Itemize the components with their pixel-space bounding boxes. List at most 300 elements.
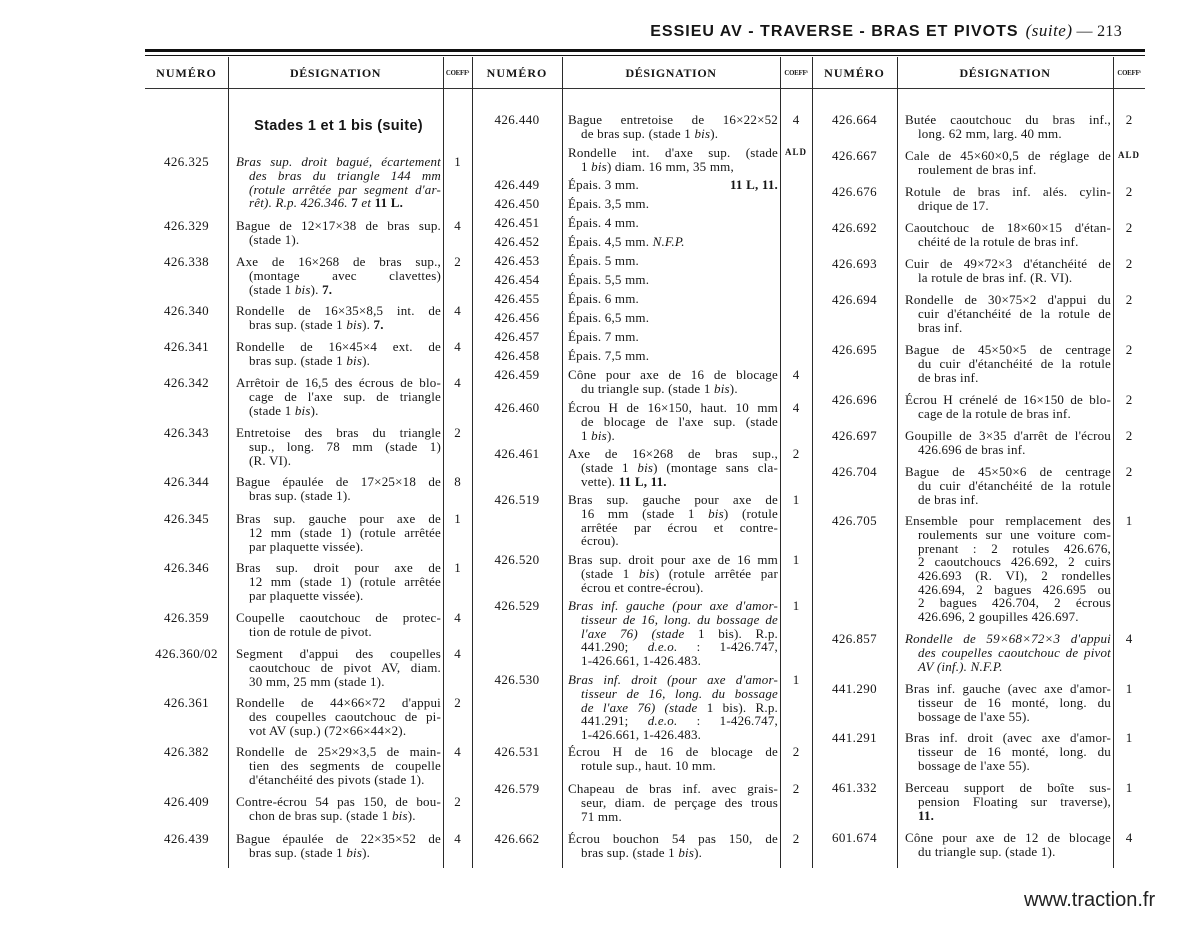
designation-text: bis bbox=[678, 844, 695, 860]
designation-text: d'étanchéité des pivots (stade 1). bbox=[249, 771, 425, 787]
designation-text: 11 L. bbox=[374, 195, 404, 211]
designation-line bbox=[905, 759, 1111, 773]
header-coeff: COEFFᵗ bbox=[445, 70, 470, 77]
designation-text: des bras du triangle 144 mm bbox=[249, 167, 441, 183]
part-number: 426.382 bbox=[163, 744, 210, 760]
designation-line bbox=[905, 429, 1111, 443]
part-number: 426.345 bbox=[163, 511, 210, 527]
coefficient: 4 bbox=[454, 375, 461, 391]
designation-text: Bras inf. droit (avec axe d'amor- bbox=[905, 730, 1111, 746]
designation-text: chéité de la rotule de bras inf. bbox=[918, 233, 1079, 249]
designation-text: Bras inf. gauche (avec axe d'amor- bbox=[905, 681, 1111, 697]
designation-text: : 1-426.747, bbox=[677, 639, 778, 655]
designation-line bbox=[905, 257, 1111, 271]
designation-text: Écrou bouchon 54 pas 150, de bbox=[568, 831, 778, 847]
designation-text: Butée caoutchouc du bras inf., bbox=[905, 112, 1111, 128]
designation-text: Caoutchouc de 18×60×15 d'étan- bbox=[905, 220, 1111, 236]
designation bbox=[905, 257, 1111, 284]
designation-text: 1 bbox=[581, 427, 592, 443]
part-number: 426.457 bbox=[494, 329, 540, 345]
coefficient: 2 bbox=[792, 744, 800, 760]
footer-watermark: www.traction.fr bbox=[1024, 889, 1156, 911]
designation-text: : 1-426.747, bbox=[677, 713, 778, 729]
part-number: 426.676 bbox=[831, 184, 878, 200]
header-numero: NUMÉRO bbox=[824, 66, 885, 80]
designation-text: tisseur de 16, long. du bossage de bbox=[581, 611, 778, 627]
designation-text: Bras sup. gauche pour axe de bbox=[568, 492, 778, 508]
coefficient: 1 bbox=[792, 598, 800, 614]
part-number: 426.456 bbox=[494, 310, 540, 326]
designation-text: 12 mm (stade 1) (rotule arrêtée bbox=[249, 573, 441, 589]
designation-line bbox=[905, 271, 1111, 285]
designation-text: ). bbox=[407, 807, 416, 823]
coefficient: 2 bbox=[792, 781, 800, 797]
part-number: 426.697 bbox=[831, 428, 878, 444]
part-number: 426.361 bbox=[163, 695, 210, 711]
designation-line bbox=[905, 696, 1111, 710]
designation-text: de bras inf. bbox=[918, 369, 979, 385]
designation-text: bis bbox=[294, 281, 311, 297]
designation-text: drique de 17. bbox=[918, 197, 989, 213]
coefficient: 2 bbox=[454, 695, 461, 711]
designation-text: Bras sup. gauche pour axe de bbox=[236, 511, 441, 527]
coefficient: 4 bbox=[792, 112, 800, 128]
designation-text: ). bbox=[694, 844, 703, 860]
designation-text: tisseur de 16, long. du bossage bbox=[581, 685, 778, 701]
designation-text: Bras sup. droit bagué, écartement bbox=[236, 154, 441, 170]
designation-text: Coupelle caoutchouc de protec- bbox=[236, 610, 441, 626]
designation-text: Rondelle de 30×75×2 d'appui du bbox=[905, 292, 1111, 308]
designation-line bbox=[905, 479, 1111, 493]
designation-line bbox=[905, 710, 1111, 724]
coefficient: 2 bbox=[1125, 184, 1133, 200]
header-numero: NUMÉRO bbox=[156, 66, 217, 80]
designation-text: tisseur de 16 monté, long. du bbox=[918, 694, 1111, 710]
designation-text: Segment d'appui des coupelles bbox=[236, 646, 441, 662]
coefficient: ALD bbox=[1117, 150, 1140, 161]
designation-line bbox=[905, 371, 1111, 385]
designation-line bbox=[905, 555, 1111, 569]
part-number: 426.342 bbox=[163, 375, 210, 391]
part-number: 426.695 bbox=[831, 342, 878, 358]
designation-text: (stade 1 bbox=[581, 459, 638, 475]
designation-text: du cuir d'étanchéité de la rotule bbox=[918, 477, 1111, 493]
designation-line bbox=[905, 809, 1111, 823]
designation-text: N.F.P. bbox=[652, 234, 685, 250]
designation-text: du triangle sup. (stade 1 bbox=[581, 380, 715, 396]
designation-text: ). bbox=[310, 281, 323, 297]
designation-text: 2 bagues 426.704, 2 écrous bbox=[918, 595, 1111, 611]
designation-text: 11 L, 11. bbox=[618, 473, 667, 489]
designation-text: vot AV (sup.) (72×66×44×2). bbox=[249, 722, 407, 738]
part-number: 426.451 bbox=[494, 215, 540, 231]
designation-text: 2 caoutchoucs 426.692, 2 cuirs bbox=[918, 554, 1111, 570]
header-designation: DÉSIGNATION bbox=[289, 66, 382, 80]
designation-text: Rondelle de 16×35×8,5 int. de bbox=[236, 303, 441, 319]
designation-text: par plaquette vissée). bbox=[249, 587, 364, 603]
designation-text: Épais. 3,5 mm. bbox=[568, 196, 650, 212]
designation-text: 30 mm, 25 mm (stade 1). bbox=[249, 673, 385, 689]
coefficient: 4 bbox=[792, 367, 800, 383]
designation-text: bis bbox=[346, 352, 363, 368]
part-number: 426.458 bbox=[494, 348, 540, 364]
coefficient: 2 bbox=[1125, 292, 1133, 308]
coefficient: 1 bbox=[792, 492, 800, 508]
page-title-main: ESSIEU AV - TRAVERSE - BRAS ET PIVOTS bbox=[650, 23, 1019, 40]
designation-text: Chapeau de bras inf. avec grais- bbox=[568, 781, 778, 797]
designation-text: bis bbox=[346, 316, 363, 332]
designation-text: tien des segments de coupelle bbox=[249, 757, 441, 773]
designation-line bbox=[905, 731, 1111, 745]
part-number: 426.329 bbox=[163, 218, 210, 234]
part-number: 426.346 bbox=[163, 560, 210, 576]
designation-text: ). bbox=[362, 316, 374, 332]
designation-text: par plaquette vissée). bbox=[249, 538, 364, 554]
designation-text: bis bbox=[591, 427, 607, 443]
designation-text: bis bbox=[694, 125, 711, 141]
part-number: 426.696 bbox=[831, 392, 878, 408]
designation-text: bras inf. bbox=[918, 319, 963, 335]
designation-line bbox=[905, 443, 1111, 457]
designation-text: 1-426.661, 1-426.483. bbox=[581, 652, 702, 668]
part-number: 426.460 bbox=[494, 400, 540, 416]
designation-line bbox=[905, 831, 1111, 845]
part-number: 426.692 bbox=[831, 220, 878, 236]
designation-text: du triangle sup. (stade 1). bbox=[918, 843, 1056, 859]
designation-text: Ensemble pour remplacement des bbox=[905, 513, 1111, 529]
part-number: 601.674 bbox=[831, 830, 878, 846]
coefficient: 4 bbox=[454, 339, 461, 355]
designation-text: rotule sup., haut. 10 mm. bbox=[581, 757, 716, 773]
coefficient: 4 bbox=[454, 831, 461, 847]
part-number: 426.450 bbox=[494, 196, 540, 212]
coefficient: 4 bbox=[454, 610, 461, 626]
designation-text: Cône pour axe de 16 de blocage bbox=[568, 367, 778, 383]
designation-text: ). bbox=[310, 402, 319, 418]
designation-text: Entretoise des bras du triangle bbox=[236, 425, 441, 441]
designation-text: Axe de 16×268 de bras sup., bbox=[236, 254, 441, 270]
coefficient: 2 bbox=[1125, 428, 1133, 444]
designation-line bbox=[905, 660, 1111, 674]
designation-line bbox=[905, 781, 1111, 795]
coefficient: 4 bbox=[454, 303, 461, 319]
designation-line bbox=[905, 493, 1111, 507]
designation-text: écrou). bbox=[581, 533, 619, 549]
designation-text: ). bbox=[362, 352, 371, 368]
designation-text: Rotule de bras inf. alés. cylin- bbox=[905, 184, 1111, 200]
designation bbox=[905, 221, 1111, 248]
designation-text: 1 bbox=[581, 158, 592, 174]
part-number: 426.667 bbox=[831, 148, 878, 164]
part-number: 426.343 bbox=[163, 425, 210, 441]
designation-text: de bras sup. (stade 1 bbox=[581, 125, 695, 141]
designation-line bbox=[905, 569, 1111, 583]
designation-text: Épais. 7,5 mm. bbox=[568, 348, 650, 364]
part-number: 426.344 bbox=[163, 474, 210, 490]
coefficient: 4 bbox=[1125, 631, 1133, 647]
coefficient: 1 bbox=[1125, 513, 1133, 529]
header-designation: DÉSIGNATION bbox=[625, 66, 717, 80]
designation-text: bras sup. (stade 1). bbox=[249, 487, 351, 503]
designation-text: la rotule de bras inf. (R. VI). bbox=[918, 269, 1073, 285]
part-number: 426.662 bbox=[494, 831, 540, 847]
designation-line bbox=[905, 149, 1111, 163]
designation-line bbox=[905, 596, 1111, 610]
part-number: 426.529 bbox=[494, 598, 540, 614]
designation-text: ) diam. 16 mm, 35 mm, bbox=[606, 158, 734, 174]
coefficient: 2 bbox=[1125, 220, 1133, 236]
designation-text: Cône pour axe de 12 de blocage bbox=[905, 830, 1111, 846]
part-number: 426.340 bbox=[163, 303, 210, 319]
designation bbox=[905, 465, 1111, 506]
designation-text: Bague épaulée de 17×25×18 de bbox=[236, 474, 441, 490]
designation-text: d.e.o. bbox=[647, 713, 678, 729]
coefficient: ALD bbox=[784, 147, 807, 158]
designation-text: 1 bis). R.p. bbox=[706, 699, 778, 715]
designation-text: 71 mm. bbox=[581, 808, 622, 824]
coefficient: 1 bbox=[1125, 730, 1133, 746]
designation-text: Bague entretoise de 16×22×52 bbox=[568, 112, 778, 128]
designation-text: seur, diam. de perçage des trous bbox=[581, 794, 778, 810]
part-number: 426.519 bbox=[494, 492, 540, 508]
designation-line bbox=[905, 610, 1111, 624]
designation-text: ) (montage sans cla- bbox=[653, 459, 778, 475]
designation-text: ). bbox=[729, 380, 738, 396]
designation-text: (rotule arrêtée par segment d'ar- bbox=[249, 181, 441, 197]
designation-line bbox=[905, 542, 1111, 556]
designation-line bbox=[905, 528, 1111, 542]
part-number: 426.530 bbox=[494, 672, 540, 688]
designation-text: bras sup. (stade 1 bbox=[581, 844, 679, 860]
part-number: 426.341 bbox=[163, 339, 210, 355]
designation-line bbox=[905, 321, 1111, 335]
part-number: 441.291 bbox=[831, 730, 878, 746]
designation-text: bis bbox=[294, 402, 311, 418]
coefficient: 4 bbox=[792, 400, 800, 416]
designation-text: bis bbox=[591, 158, 607, 174]
designation-text: Bras sup. droit pour axe de bbox=[236, 560, 441, 576]
designation-text: 426.696 de bras inf. bbox=[918, 441, 1026, 457]
coefficient: 1 bbox=[454, 560, 461, 576]
coefficient: 4 bbox=[454, 646, 461, 662]
designation-text: Écrou H de 16 de blocage de bbox=[568, 744, 778, 760]
designation-line bbox=[905, 113, 1111, 127]
designation-line bbox=[905, 407, 1111, 421]
part-number: 426.453 bbox=[494, 253, 540, 269]
coefficient: 2 bbox=[1125, 464, 1133, 480]
designation-text: Épais. 6,5 mm. bbox=[568, 310, 650, 326]
designation-text: Épais. 3 mm. bbox=[568, 177, 640, 193]
designation-text: 1 bis). R.p. bbox=[697, 625, 778, 641]
designation-text: Écrou H de 16×150, haut. 10 mm bbox=[568, 400, 778, 416]
designation-line bbox=[905, 682, 1111, 696]
designation-text: 441.291; bbox=[581, 713, 648, 729]
designation-text: 426.694, 2 bagues 426.695 ou bbox=[918, 581, 1111, 597]
coefficient: 2 bbox=[1125, 342, 1133, 358]
designation-text: Cale de 45×60×0,5 de réglage de bbox=[905, 148, 1111, 164]
designation-text: Écrou H crénelé de 16×150 de blo- bbox=[905, 392, 1111, 408]
designation-text: bis bbox=[346, 844, 363, 860]
coefficient: 1 bbox=[1125, 780, 1133, 796]
part-number: 426.454 bbox=[494, 272, 540, 288]
designation-text: (montage avec clavettes) bbox=[249, 267, 441, 283]
designation-text: ) (rotule arrêtée par bbox=[654, 565, 778, 581]
header-coeff: COEFFᵗ bbox=[1117, 70, 1141, 77]
part-number: 426.449 bbox=[494, 177, 540, 193]
coefficient: 4 bbox=[454, 218, 461, 234]
page-title-suite: (suite) bbox=[1025, 21, 1073, 40]
part-number: 426.338 bbox=[163, 254, 210, 270]
designation-text: arrêtée par écrou et contre- bbox=[581, 519, 778, 535]
part-number: 426.579 bbox=[494, 781, 540, 797]
designation-text: Cuir de 49×72×3 d'étanchéité de bbox=[905, 256, 1111, 272]
designation bbox=[905, 781, 1111, 822]
coefficient: 1 bbox=[792, 672, 800, 688]
part-number: 426.705 bbox=[831, 513, 878, 529]
designation-text: (stade 1 bbox=[581, 565, 640, 581]
designation-text: bras sup. (stade 1 bbox=[249, 844, 347, 860]
designation-text: tion de rotule de pivot. bbox=[249, 623, 372, 639]
designation-text: (R. VI). bbox=[249, 452, 292, 468]
designation-text: Épais. 4,5 mm. bbox=[568, 234, 653, 250]
designation-line bbox=[905, 343, 1111, 357]
designation-text: Bras inf. droit (pour axe d'amor- bbox=[568, 672, 778, 688]
coefficient: 2 bbox=[454, 425, 461, 441]
coefficient: 2 bbox=[454, 794, 461, 810]
designation-text: Épais. 4 mm. bbox=[568, 215, 640, 231]
coefficient: 1 bbox=[454, 154, 461, 170]
coefficient: 2 bbox=[1125, 256, 1133, 272]
part-number: 426.693 bbox=[831, 256, 878, 272]
designation-line bbox=[905, 127, 1111, 141]
designation-line bbox=[905, 632, 1111, 646]
designation-text: bis bbox=[391, 807, 408, 823]
part-number: 426.857 bbox=[831, 631, 878, 647]
coefficient: 8 bbox=[454, 474, 461, 490]
header-numero: NUMÉRO bbox=[486, 66, 548, 80]
header-coeff: COEFFᵗ bbox=[784, 70, 808, 77]
designation-line bbox=[905, 163, 1111, 177]
designation-text: Bague de 45×50×5 de centrage bbox=[905, 342, 1111, 358]
designation bbox=[905, 343, 1111, 384]
designation-text: Épais. 7 mm. bbox=[568, 329, 640, 345]
coefficient: 4 bbox=[1125, 830, 1133, 846]
designation-text: (stade 1). bbox=[249, 231, 300, 247]
part-number: 426.452 bbox=[494, 234, 540, 250]
designation-text: Épais. 5 mm. bbox=[568, 253, 640, 269]
designation-text: vette). bbox=[581, 473, 619, 489]
designation-text: ). bbox=[362, 844, 371, 860]
designation bbox=[905, 731, 1111, 772]
part-number: 426.664 bbox=[831, 112, 878, 128]
designation-text: 441.290; bbox=[581, 639, 648, 655]
designation-text: Rondelle de 25×29×3,5 de main- bbox=[236, 744, 441, 760]
designation-text: ). bbox=[606, 427, 615, 443]
designation bbox=[905, 632, 1111, 673]
designation-text: 1-426.661, 1-426.483. bbox=[581, 726, 702, 742]
designation-text: 426.693 (R. VI), 2 rondelles bbox=[918, 567, 1111, 583]
designation bbox=[905, 831, 1111, 858]
designation-line bbox=[905, 583, 1111, 597]
designation-text: 7. bbox=[373, 316, 384, 332]
part-number: 426.360/02 bbox=[155, 646, 218, 662]
part-number: 426.704 bbox=[831, 464, 878, 480]
designation-text: long. 62 mm, larg. 40 mm. bbox=[918, 125, 1062, 141]
designation-text: Bague de 12×17×38 de bras sup. bbox=[236, 218, 441, 234]
designation-text: sup., long. 78 mm (stade 1) bbox=[249, 438, 441, 454]
designation-text: Rondelle de 44×66×72 d'appui bbox=[236, 695, 441, 711]
coefficient: 2 bbox=[454, 254, 461, 270]
part-number: 426.439 bbox=[163, 831, 210, 847]
designation-text: de bras inf. bbox=[918, 491, 979, 507]
designation-text: de blocage de l'axe sup. (stade bbox=[581, 413, 778, 429]
designation-text: 12 mm (stade 1) (rotule arrêtée bbox=[249, 524, 441, 540]
designation-text: bis bbox=[639, 565, 655, 581]
designation-text: Bras sup. droit pour axe de 16 mm bbox=[568, 552, 778, 568]
coefficient: 1 bbox=[454, 511, 461, 527]
designation-text: Bras inf. gauche (pour axe d'amor- bbox=[568, 598, 778, 614]
designation-text: Arrêtoir de 16,5 des écrous de blo- bbox=[236, 375, 441, 391]
designation-line bbox=[905, 465, 1111, 479]
designation-text: Épais. 6 mm. bbox=[568, 291, 640, 307]
designation-text: 16 mm (stade 1 bbox=[581, 505, 709, 521]
designation-text: ). bbox=[710, 125, 719, 141]
designation-text: des coupelles caoutchouc de pi- bbox=[249, 708, 441, 724]
designation-text: écrou et contre-écrou). bbox=[581, 579, 704, 595]
designation-text: pension Floating sur traverse), bbox=[918, 793, 1111, 809]
designation bbox=[905, 429, 1111, 456]
part-number: 461.332 bbox=[831, 780, 878, 796]
part-number: 426.461 bbox=[494, 446, 540, 462]
designation-text: 7 bbox=[351, 195, 358, 211]
designation-text: Rondelle de 59×68×72×3 d'appui bbox=[905, 631, 1111, 647]
designation bbox=[905, 514, 1111, 624]
designation-text: bossage de l'axe 55). bbox=[918, 757, 1030, 773]
designation-text: chon de bras sup. (stade 1 bbox=[249, 807, 392, 823]
designation-text: bossage de l'axe 55). bbox=[918, 708, 1030, 724]
part-number: 426.455 bbox=[494, 291, 540, 307]
designation-text: bis bbox=[637, 459, 654, 475]
designation-line bbox=[905, 393, 1111, 407]
designation-text: bras sup. (stade 1 bbox=[249, 352, 347, 368]
coefficient: 2 bbox=[1125, 392, 1133, 408]
designation-text: caoutchouc de pivot AV, diam. bbox=[249, 659, 441, 675]
designation-text: Bague épaulée de 22×35×52 de bbox=[236, 831, 441, 847]
designation-text: bras sup. (stade 1 bbox=[249, 316, 347, 332]
designation-text: Berceau support de boîte sus- bbox=[905, 780, 1111, 796]
designation-line bbox=[905, 235, 1111, 249]
part-number: 426.694 bbox=[831, 292, 878, 308]
designation-text: 11. bbox=[918, 807, 935, 823]
designation bbox=[905, 293, 1111, 334]
designation-text: roulements sur une voiture com- bbox=[918, 526, 1111, 542]
designation-text: ) (rotule bbox=[723, 505, 779, 521]
designation-text: Axe de 16×268 de bras sup., bbox=[568, 446, 778, 462]
designation bbox=[905, 185, 1111, 212]
designation-text: 7. bbox=[322, 281, 333, 297]
designation-line bbox=[905, 514, 1111, 528]
designation-line bbox=[905, 646, 1111, 660]
designation-text: Goupille de 3×35 d'arrêt de l'écrou bbox=[905, 428, 1111, 444]
page-number: — 213 bbox=[1076, 23, 1122, 40]
designation-line bbox=[905, 221, 1111, 235]
designation-text: AV (inf.). N.F.P. bbox=[918, 658, 1003, 674]
designation-text: de l'axe 76) (stade bbox=[581, 699, 707, 715]
designation-text: Épais. 5,5 mm. bbox=[568, 272, 650, 288]
coefficient: 2 bbox=[792, 831, 800, 847]
designation-text: (stade 1 bbox=[249, 281, 295, 297]
designation bbox=[905, 149, 1111, 176]
